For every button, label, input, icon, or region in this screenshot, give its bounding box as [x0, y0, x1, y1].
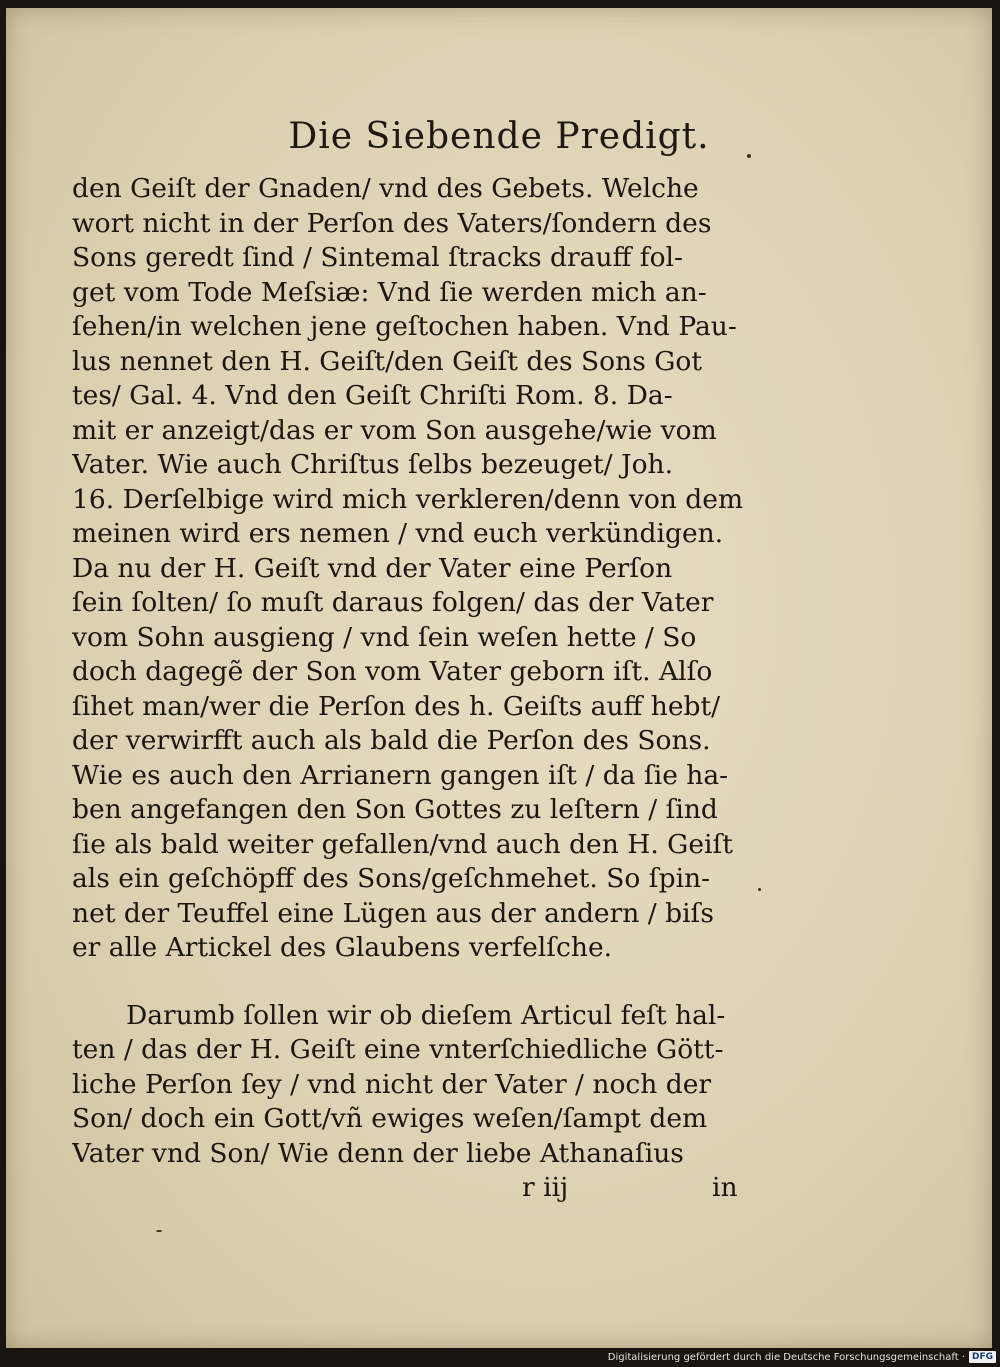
main-text	[72, 172, 752, 1206]
text-line: vom Sohn ausgieng / vnd ſein weſen hette / So	[72, 621, 697, 653]
text-line: Darumb ſollen wir ob dieſem Articul feſt hal-	[126, 999, 726, 1031]
text-line: wort nicht in der Perſon des Vaters/ſondern des	[72, 207, 712, 239]
text-line: net der Teuffel eine Lügen aus der andern / biſs	[72, 897, 714, 929]
signature-mark: r iij	[522, 1172, 569, 1203]
text-line: meinen wird ers nemen / vnd euch verkündigen.	[72, 518, 724, 549]
text-line: tes/ Gal. 4. Vnd den Geiſt Chriſti Rom. 8. Da-	[72, 380, 673, 411]
digitization-credit	[608, 1350, 996, 1364]
text-line: ſein ſolten/ ſo muſt daraus folgen/ das der Vater	[72, 587, 714, 618]
text-line: der verwirfft auch als bald die Perſon des Sons.	[72, 725, 711, 756]
text-line: Sons geredt ſind / Sintemal ſtracks drauff fol-	[72, 242, 683, 273]
text-line: lus nennet den H. Geiſt/den Geiſt des Sons Got	[72, 345, 702, 377]
text-line: als ein geſchöpff des Sons/geſchmehet. So ſpin-	[72, 863, 711, 894]
text-line: get vom Tode Meſsiæ: Vnd ſie werden mich an-	[72, 276, 707, 308]
paragraph-gap	[72, 966, 752, 999]
text-line: mit er anzeigt/das er vom Son ausgehe/wie vom	[72, 414, 717, 446]
running-header: Die Siebende Predigt.	[288, 116, 710, 157]
text-line: liche Perſon ſey / vnd nicht der Vater / noch der	[72, 1068, 712, 1100]
ink-speck	[156, 1230, 162, 1232]
text-line: den Geiſt der Gnaden/ vnd des Gebets. Welche	[72, 173, 699, 204]
page-foot-row	[72, 1171, 752, 1206]
text-line: ben angefangen den Son Gottes zu leſtern / ſind	[72, 794, 718, 825]
text-line: Son/ doch ein Gott/vñ ewiges weſen/ſampt dem	[72, 1103, 708, 1134]
text-line: ſie als bald weiter gefallen/vnd auch den H. Geiſt	[72, 828, 733, 860]
dfg-logo: DFG	[969, 1351, 996, 1363]
text-line: Wie es auch den Arrianern gangen iſt / da ſie ha-	[72, 759, 729, 791]
text-line: 16. Derſelbige wird mich verkleren/denn von dem	[72, 483, 744, 515]
text-line: Da nu der H. Geiſt vnd der Vater eine Perſon	[72, 552, 673, 584]
ink-speck	[758, 888, 761, 891]
text-line: doch dagegẽ der Son vom Vater geborn iſt. Alſo	[72, 656, 713, 687]
catchword: in	[712, 1172, 738, 1203]
text-line: er alle Artickel des Glaubens verfelſche.	[72, 932, 613, 963]
text-line: ſehen/in welchen jene geſtochen haben. Vnd Pau-	[72, 311, 737, 342]
text-line: Vater. Wie auch Chriſtus ſelbs bezeuget/ Joh.	[72, 449, 674, 480]
credit-text: Digitalisierung gefördert durch die Deutsche Forschungsgemeinschaft ·	[607, 1351, 965, 1363]
text-line: Vater vnd Son/ Wie denn der liebe Athanaſius	[72, 1137, 684, 1169]
book-page	[6, 8, 992, 1348]
ink-speck	[747, 154, 751, 158]
text-line: ſihet man/wer die Perſon des h. Geiſts auff hebt/	[72, 690, 721, 722]
text-line: ten / das der H. Geiſt eine vnterſchiedliche Gött-	[72, 1034, 724, 1065]
